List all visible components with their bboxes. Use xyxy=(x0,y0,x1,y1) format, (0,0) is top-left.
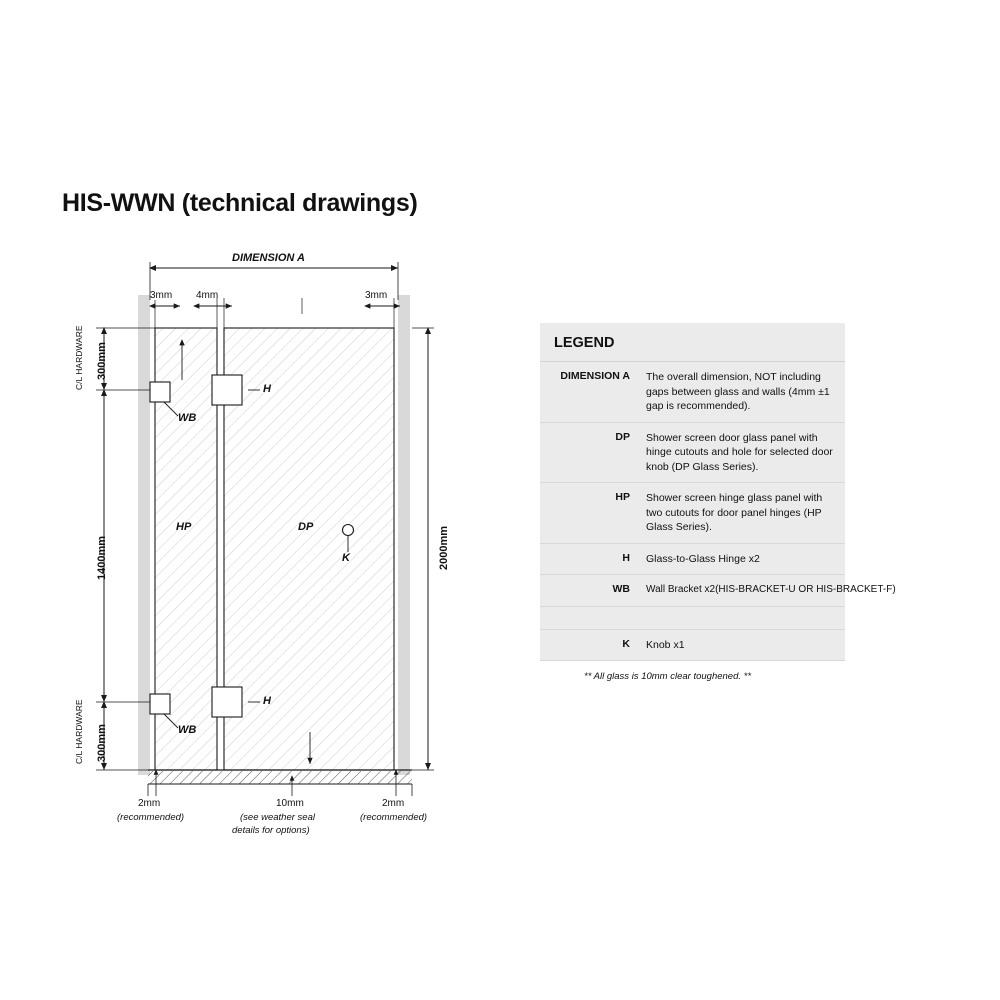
legend-row xyxy=(540,575,896,607)
label-dim-top: 300mm xyxy=(96,342,108,380)
wall-right xyxy=(398,295,410,775)
label-cl-hardware-top: C/L HARDWARE xyxy=(74,325,84,390)
label-panel-hp: HP xyxy=(176,521,192,533)
label-bottom-right-note: (recommended) xyxy=(360,812,428,823)
technical-drawing xyxy=(60,240,520,840)
label-wall-bracket-bottom: WB xyxy=(178,724,197,736)
legend-row-value: The overall dimension, NOT including gaps between glass and walls (4mm ±1 gap is recommended). xyxy=(646,371,830,412)
legend-row-key: K xyxy=(622,637,630,650)
legend-row-key xyxy=(540,607,638,629)
legend-row-key: HP xyxy=(615,491,630,503)
label-bottom-left-value: 2mm xyxy=(138,798,161,809)
legend-row-value: Glass-to-Glass Hinge x2 xyxy=(646,552,760,565)
label-hinge-top: H xyxy=(263,383,271,395)
floor-hatch xyxy=(148,771,412,784)
legend-row xyxy=(540,544,845,576)
legend-footnote: ** All glass is 10mm clear toughened. ** xyxy=(540,661,845,686)
label-hinge-bottom: H xyxy=(263,695,271,707)
legend-row-spacer xyxy=(540,607,845,630)
label-gap-mid: 4mm xyxy=(196,290,219,301)
hinge-bottom-body xyxy=(212,687,242,717)
label-gap-right: 3mm xyxy=(365,290,388,301)
legend-row-key: WB xyxy=(612,583,630,595)
label-dim-mid: 1400mm xyxy=(96,535,108,580)
label-bottom-mid-note-2: details for options) xyxy=(232,825,310,836)
wall-bracket-top-body xyxy=(150,382,170,402)
glass-panel-dp xyxy=(224,328,394,770)
legend-row-value: Wall Bracket x2(HIS-BRACKET-U OR HIS-BRACKET-F) xyxy=(646,584,896,595)
hinge-top-body xyxy=(212,375,242,405)
legend-row-value: Shower screen hinge glass panel with two cutouts for door panel hinges (HP Glass Series). xyxy=(646,492,823,533)
label-dim-bottom: 300mm xyxy=(96,724,108,762)
legend-row xyxy=(540,423,845,484)
label-dimension-a: DIMENSION A xyxy=(232,252,305,264)
label-wall-bracket-top: WB xyxy=(178,412,197,424)
label-gap-left: 3mm xyxy=(150,290,173,301)
knob-body xyxy=(343,525,354,536)
page-title: HIS-WWN (technical drawings) xyxy=(62,189,418,217)
drawing-svg xyxy=(60,240,520,840)
legend-row-value: Shower screen door glass panel with hinge cutouts and hole for selected door knob (DP Glass Series). xyxy=(646,431,833,473)
legend-row-key: H xyxy=(622,551,630,564)
wall-bracket-bottom-body xyxy=(150,694,170,714)
label-panel-dp: DP xyxy=(298,521,314,533)
label-overall-height: 2000mm xyxy=(438,525,450,570)
legend-row-value: Knob x1 xyxy=(646,638,685,651)
legend-row-key: DP xyxy=(615,430,630,443)
label-cl-hardware-bottom: C/L HARDWARE xyxy=(74,699,84,764)
label-bottom-left-note: (recommended) xyxy=(117,812,185,823)
legend-panel xyxy=(540,323,896,686)
legend-row-key: DIMENSION A xyxy=(560,370,630,382)
label-bottom-mid-value: 10mm xyxy=(276,798,304,809)
label-bottom-right-value: 2mm xyxy=(382,798,405,809)
label-knob: K xyxy=(342,552,350,564)
label-bottom-mid-note-1: (see weather seal xyxy=(240,812,315,823)
legend-row xyxy=(540,483,845,544)
legend-row xyxy=(540,630,845,662)
legend-title: LEGEND xyxy=(540,323,845,362)
wall-left xyxy=(138,295,150,775)
legend-row-value xyxy=(638,607,845,629)
legend-row xyxy=(540,362,845,423)
